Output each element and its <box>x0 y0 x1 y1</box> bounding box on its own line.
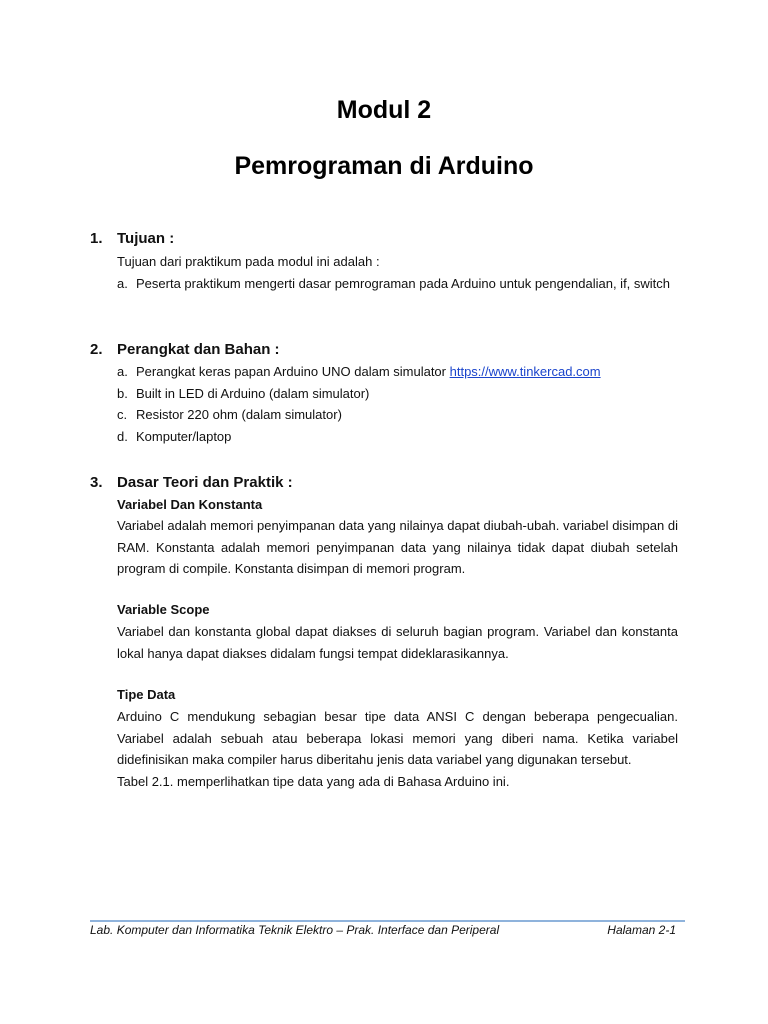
list-item-text: Peserta praktikum mengerti dasar pemrograman pada Arduino untuk pengendalian, if, switch <box>136 276 671 291</box>
subsection-body-variables: Variabel adalah memori penyimpanan data yang nilainya dapat diubah-ubah. variabel disimpan di RAM. Konstanta adalah memori penyimpanan data yang nilainya tidak dapat diubah setelah program di compile. Konstanta disimpan di memori program. <box>117 518 678 576</box>
list-item <box>117 361 677 383</box>
section-1-title: Tujuan : <box>117 230 175 247</box>
section-3-number: 3. <box>90 474 103 491</box>
list-item <box>117 383 677 405</box>
list-item <box>117 273 677 295</box>
equipment-list <box>117 361 677 447</box>
section-2-title: Perangkat dan Bahan : <box>117 341 280 358</box>
section-3-heading <box>90 474 293 491</box>
module-number-title: Modul 2 <box>336 96 432 124</box>
section-1-heading <box>90 230 174 247</box>
subsection-heading-datatype: Tipe Data <box>117 687 176 702</box>
list-marker: c. <box>117 407 128 422</box>
objectives-list <box>117 273 677 295</box>
list-marker: d. <box>117 428 128 444</box>
list-marker: a. <box>117 276 128 291</box>
subsection-body-scope: Variabel dan konstanta global dapat diakses di seluruh bagian program. Variabel dan konstanta lokal hanya dapat diakses didalam fungsi tempat dideklarasikannya. <box>117 624 678 661</box>
list-item-text: Komputer/laptop <box>136 428 232 444</box>
subsection-heading-variables: Variabel Dan Konstanta <box>117 497 263 512</box>
list-marker: a. <box>117 364 128 379</box>
subsection-body-datatype: Arduino C mendukung sebagian besar tipe data ANSI C dengan beberapa pengecualian. Variabel adalah sebuah atau beberapa lokasi memori yang diberi nama. Ketika variabel didefinisikan maka compiler harus diberitahu jenis data variabel yang digunakan tersebut. <box>117 709 678 767</box>
footer-lab-name: Lab. Komputer dan Informatika Teknik Elektro – Prak. Interface dan Periperal <box>90 923 500 937</box>
footer-divider <box>90 920 685 922</box>
section-2-number: 2. <box>90 341 103 358</box>
list-item <box>117 404 677 426</box>
subsection-heading-scope: Variable Scope <box>117 602 210 617</box>
list-item-text: Resistor 220 ohm (dalam simulator) <box>136 407 342 422</box>
footer-page-number: Halaman 2-1 <box>607 923 676 937</box>
section-1-intro: Tujuan dari praktikum pada modul ini adalah : <box>117 254 380 269</box>
section-1-number: 1. <box>90 230 103 247</box>
tinkercad-link[interactable]: https://www.tinkercad.com <box>449 364 601 379</box>
list-item-text: Built in LED di Arduino (dalam simulator) <box>136 385 370 401</box>
list-item-text: Perangkat keras papan Arduino UNO dalam simulator <box>136 364 450 379</box>
list-item <box>117 426 677 448</box>
section-2-heading <box>90 341 280 358</box>
list-marker: b. <box>117 385 128 401</box>
table-reference-text: Tabel 2.1. memperlihatkan tipe data yang ada di Bahasa Arduino ini. <box>117 774 510 789</box>
module-title: Pemrograman di Arduino <box>234 152 534 180</box>
section-3-title: Dasar Teori dan Praktik : <box>117 474 293 491</box>
